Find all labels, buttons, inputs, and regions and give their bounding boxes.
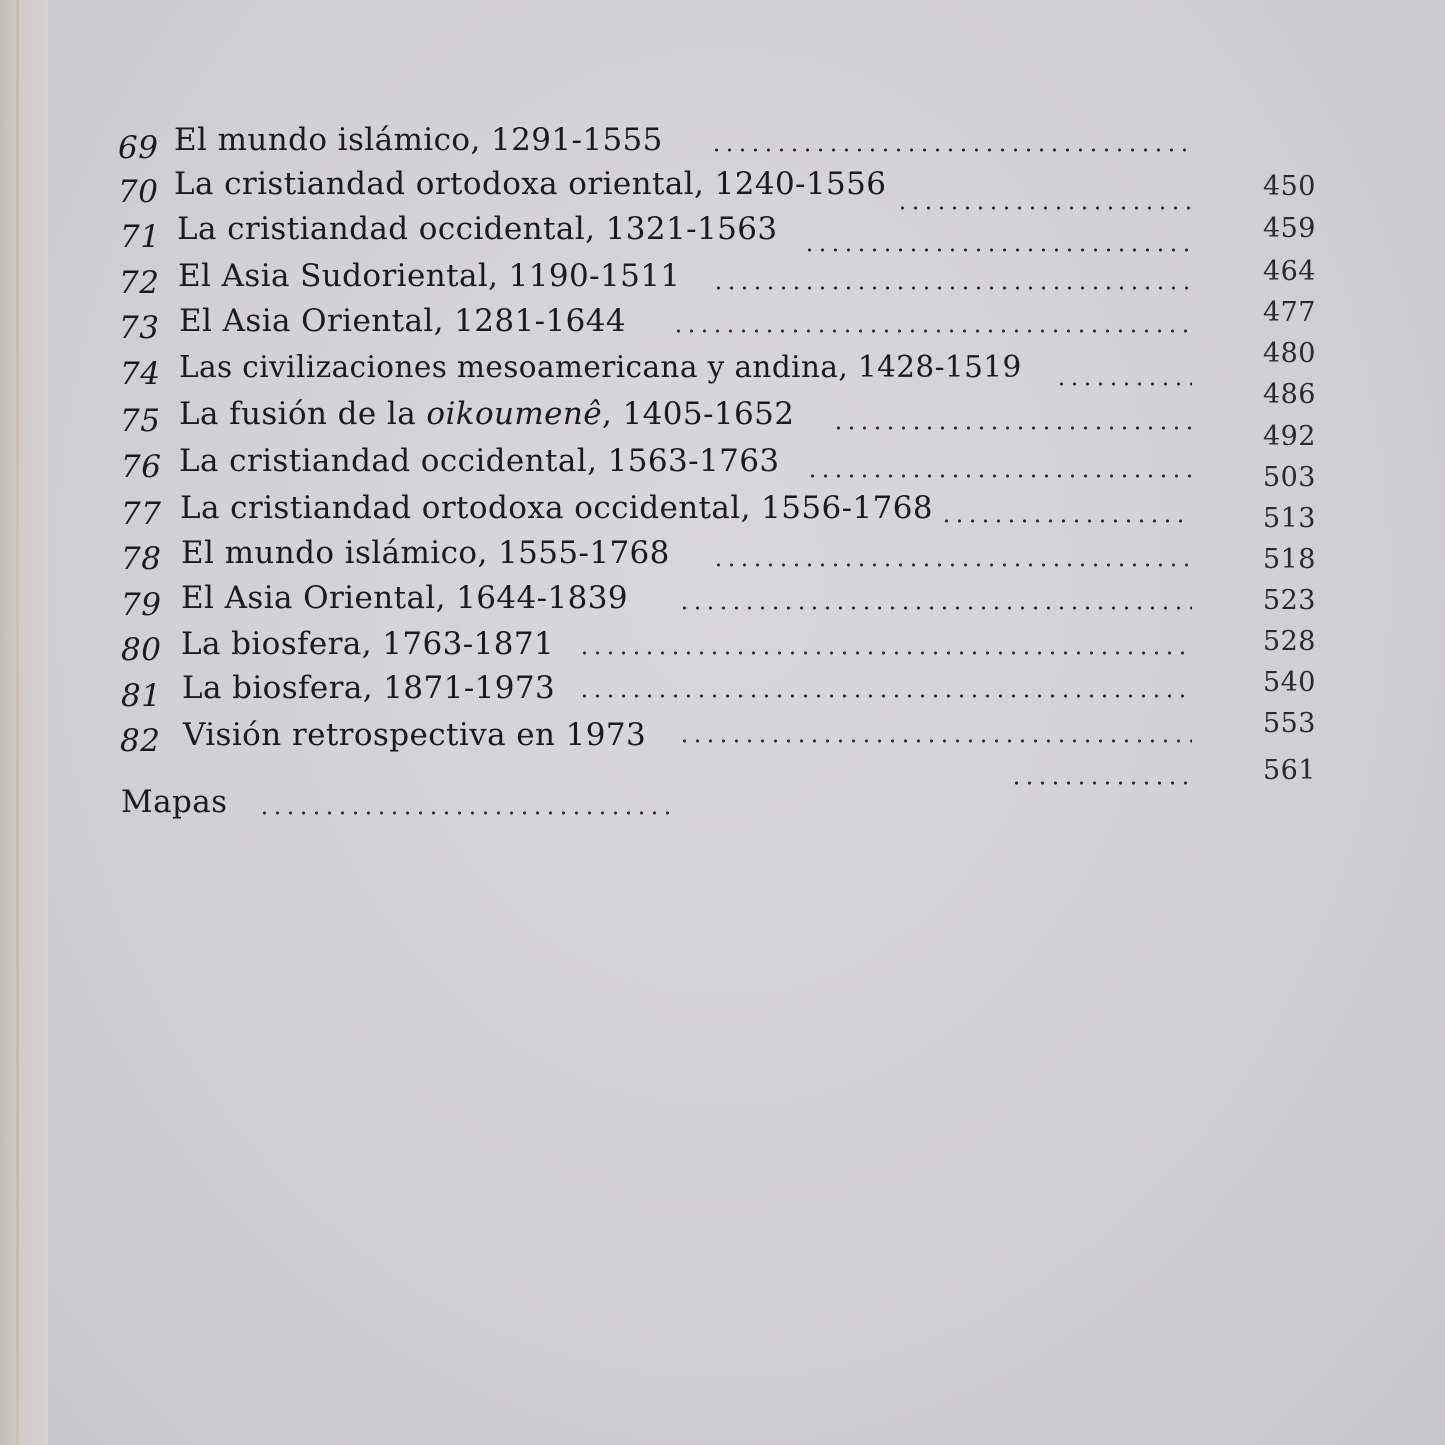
- page-number: 528: [1262, 626, 1316, 657]
- chapter-number: 72: [119, 265, 160, 301]
- chapter-number: 78: [121, 541, 162, 577]
- dot-leader: [803, 247, 1190, 253]
- section-title: Mapas: [121, 784, 228, 820]
- chapter-number: 69: [118, 130, 159, 166]
- page-number: 513: [1262, 503, 1316, 534]
- chapter-title: El Asia Oriental, 1281-1644: [179, 303, 627, 339]
- page-number: 518: [1262, 544, 1316, 575]
- page-number: 553: [1262, 708, 1316, 739]
- binding-line: [16, 0, 19, 1445]
- chapter-title: Las civilizaciones mesoamericana y andina, 1428-1519: [179, 350, 1022, 384]
- chapter-title: La biosfera, 1763-1871: [181, 626, 555, 662]
- chapter-number: 74: [120, 356, 161, 392]
- chapter-number: 79: [121, 587, 162, 623]
- page-number: 464: [1262, 256, 1316, 287]
- chapter-title: La cristiandad ortodoxa oriental, 1240-1556: [174, 166, 887, 202]
- chapter-title: La cristiandad occidental, 1563-1763: [179, 443, 780, 479]
- page-number: 540: [1262, 667, 1316, 698]
- dot-leader: [710, 147, 1190, 153]
- chapter-title: La cristiandad occidental, 1321-1563: [177, 211, 778, 247]
- chapter-title: El mundo islámico, 1291-1555: [174, 122, 663, 158]
- dot-leader: [1010, 780, 1192, 786]
- page-number: 477: [1262, 297, 1316, 328]
- dot-leader: [940, 518, 1192, 524]
- dot-leader: [832, 425, 1192, 431]
- page-number: 486: [1262, 379, 1316, 410]
- dot-leader: [712, 562, 1192, 568]
- chapter-number: 76: [121, 449, 162, 485]
- dot-leader: [678, 738, 1192, 744]
- dot-leader: [896, 205, 1190, 211]
- page-number: 450: [1262, 171, 1316, 202]
- chapter-title: El Asia Oriental, 1644-1839: [181, 580, 629, 616]
- dot-leader: [712, 285, 1190, 291]
- dot-leader: [672, 328, 1192, 334]
- dot-leader: [678, 605, 1192, 611]
- page-number: 480: [1262, 338, 1316, 369]
- dot-leader: [578, 650, 1192, 656]
- dot-leader: [806, 473, 1192, 479]
- italic-term: oikoumenê: [426, 396, 603, 432]
- chapter-title: La cristiandad ortodoxa occidental, 1556-1768: [180, 490, 933, 526]
- chapter-number: 73: [119, 310, 160, 346]
- chapter-number: 70: [118, 174, 159, 210]
- page-number: 492: [1262, 421, 1316, 452]
- page-number: 523: [1262, 585, 1316, 616]
- chapter-title: El Asia Sudoriental, 1190-1511: [178, 258, 681, 294]
- chapter-title: Visión retrospectiva en 1973: [183, 717, 647, 753]
- chapter-title: La biosfera, 1871-1973: [182, 670, 556, 706]
- chapter-title: La fusión de la oikoumenê, 1405-1652: [179, 396, 795, 432]
- dot-leader: [258, 810, 678, 816]
- chapter-number: 81: [121, 678, 162, 714]
- chapter-number: 82: [120, 723, 161, 759]
- chapter-number: 71: [120, 219, 161, 255]
- dot-leader: [1055, 381, 1192, 387]
- page-number: 503: [1262, 462, 1316, 493]
- chapter-number: 80: [121, 632, 162, 668]
- chapter-number: 75: [120, 403, 161, 439]
- chapter-number: 77: [121, 496, 162, 532]
- page-number: 459: [1262, 213, 1316, 244]
- page-edge: [0, 0, 48, 1445]
- page-number: 561: [1262, 755, 1316, 786]
- dot-leader: [578, 693, 1192, 699]
- chapter-title: El mundo islámico, 1555-1768: [181, 535, 670, 571]
